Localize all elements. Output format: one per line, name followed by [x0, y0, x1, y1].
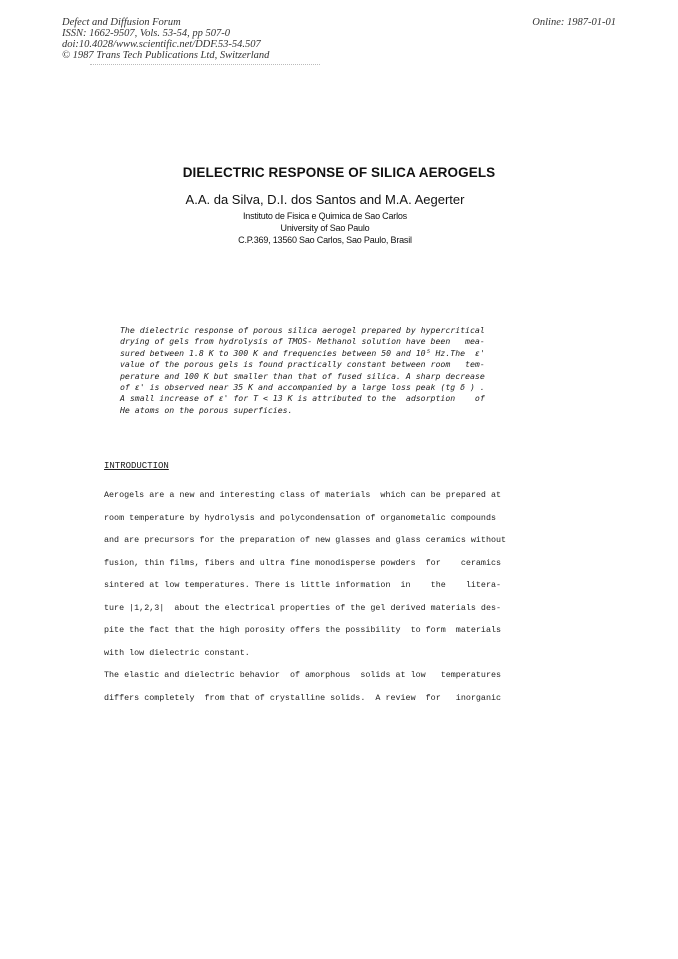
- body-line: differs completely from that of crystalline solids. A review for inorganic: [104, 692, 502, 703]
- abstract-line: of ε' is observed near 35 K and accompanied by a large loss peak (tg δ ) .: [120, 382, 485, 393]
- introduction-body: [104, 484, 564, 709]
- body-line: Aerogels are a new and interesting class of materials which can be prepared at: [104, 490, 502, 500]
- body-line: and are precursors for the preparation of new glasses and glass ceramics without: [104, 535, 507, 545]
- body-line: pite the fact that the high porosity offers the possibility to form materials: [104, 625, 502, 635]
- issn-line: ISSN: 1662-9507, Vols. 53-54, pp 507-0: [62, 28, 230, 39]
- abstract-line: drying of gels from hydrolysis of TMOS- Methanol solution have been mea-: [120, 336, 485, 347]
- doi-link[interactable]: doi:10.4028/www.scientific.net/DDF.53-54.507: [62, 39, 261, 50]
- affiliation-institute: Instituto de Fisica e Quimica de Sao Carlos: [243, 211, 407, 221]
- body-line: The elastic and dielectric behavior of amorphous solids at low temperatures: [104, 670, 502, 680]
- body-line: with low dielectric constant.: [104, 647, 250, 658]
- section-heading-introduction: INTRODUCTION: [104, 461, 169, 471]
- abstract-line: The dielectric response of porous silica aerogel prepared by hypercritical: [120, 325, 485, 335]
- abstract-line: perature and 100 K but smaller than that of fused silica. A sharp decrease: [120, 370, 485, 381]
- journal-header: [62, 17, 442, 61]
- paper-authors: A.A. da Silva, D.I. dos Santos and M.A. Aegerter: [185, 192, 465, 207]
- body-line: ture |1,2,3| about the electrical properties of the gel derived materials des-: [104, 602, 502, 613]
- affiliation-university: University of Sao Paulo: [280, 223, 370, 233]
- abstract-line: sured between 1.8 K to 300 K and frequencies between 50 and 10⁵ Hz.The ε': [120, 347, 485, 358]
- body-line: room temperature by hydrolysis and polycondensation of organometalic compounds: [104, 512, 497, 523]
- journal-name: Defect and Diffusion Forum: [62, 17, 181, 28]
- abstract-line: value of the porous gels is found practically constant between room tem-: [120, 359, 485, 370]
- body-line: fusion, thin films, fibers and ultra fine monodisperse powders for ceramics: [104, 557, 502, 568]
- abstract-line: A small increase of ε' for T < 13 K is attributed to the adsorption of: [120, 393, 485, 404]
- copyright-line: © 1987 Trans Tech Publications Ltd, Switzerland: [62, 50, 270, 61]
- online-date: Online: 1987-01-01: [532, 17, 616, 28]
- body-line: sintered at low temperatures. There is little information in the litera-: [104, 580, 502, 590]
- abstract: [120, 325, 540, 416]
- scan-artifact-divider: [90, 64, 320, 66]
- abstract-line: He atoms on the porous superficies.: [120, 404, 293, 415]
- paper-title: DIELECTRIC RESPONSE OF SILICA AEROGELS: [182, 165, 496, 180]
- affiliation-address: C.P.369, 13560 Sao Carlos, Sao Paulo, Brasil: [238, 235, 412, 245]
